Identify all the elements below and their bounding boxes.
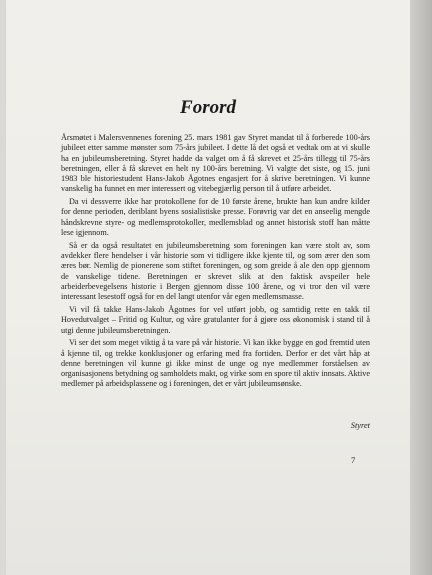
- page-edge-shadow: [410, 0, 432, 575]
- paragraph-5: Vi ser det som meget viktig å ta vare på vår historie. Vi kan ikke bygge en god fremtid uten å kjenne til, og trekke konklusjoner og erfaring med fra fortiden. Derfor er det vårt håp at denne beretningen vil kunne gi ikke minst de unge og nye medlemmer forståelsen av organisasjonens betydning og samholdets makt, og virke som en spore til aktiv innsats. Aktive medlemer på arbeidsplassene og i foreningen, det er vårt jubileumsønske.: [61, 338, 370, 389]
- signature: Styret: [350, 421, 370, 430]
- paragraph-4: Vi vil få takke Hans-Jakob Ågotnes for vel utført jobb, og samtidig rette en takk til Hovedutvalget – Fritid og Kultur, og våre gratulanter for å gjøre oss økonomisk i stand til å utgi denne jubileumsberetningen.: [61, 304, 370, 335]
- paragraph-3: Så er da også resultatet en jubileumsberetning som foreningen kan være stolt av, som avdekker flere hendelser i vår historie som vi tidligere ikke kjente til, og som ærer den som æres bør. Nemlig de pionerene som stiftet foreningen, og som greide å ale den opp gjennom de vanskelige tidene. Beretningen er skrevet slik at den faktisk avspeiler hele arbeiderbevegelsens historie i Bergen gjennom disse 100 årene, og vi tror den vil være interessant lesestoff også for en del langt utenfor vår egen medlemsmasse.: [61, 240, 370, 302]
- book-page: [6, 0, 410, 575]
- paragraph-1: Årsmøtet i Malersvennenes forening 25. mars 1981 gav Styret mandat til å forberede 100-års jubileet etter samme mønster som 75-års jubileet. I dette lå det også et vedtak om at vi skulle ha en jubileumsberetning. Styret hadde da valget om å få skrevet et 25-års tillegg til 75-års beretningen, eller å få skrevet en helt ny 100-års beretning. Vi valgte det siste, og 15. juni 1983 ble historiestudent Hans-Jakob Ågotnes engasjert for å skrive beretningen. Vi kunne vanskelig ha funnet en mer interessert og vitebegjærlig person til å utføre arbeidet.: [61, 133, 370, 194]
- paragraph-2: Da vi dessverre ikke har protokollene for de 10 første årene, brukte han kun andre kilder for denne perioden, deriblant byens sosialistiske presse. Forøvrig var det en anseelig mengde håndskrevne styre- og medlemsprotokoller, medlemsblad og annet historisk stoff han måtte lese igjennom.: [61, 197, 370, 238]
- page-title: Forord: [180, 97, 236, 118]
- page-number: 7: [351, 455, 356, 465]
- foreword-body: [61, 133, 370, 392]
